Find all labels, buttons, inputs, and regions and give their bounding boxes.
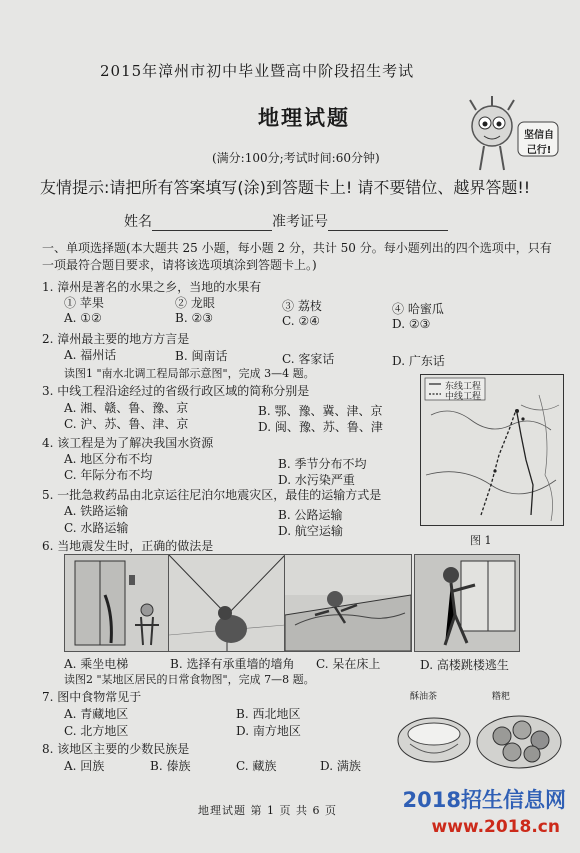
q8-option-b: B. 傣族 — [150, 759, 191, 773]
q3-option-b: B. 鄂、豫、冀、津、京 — [258, 404, 383, 418]
legend-east: 东线工程 — [445, 382, 482, 392]
figure-1-map — [420, 374, 564, 526]
q6-image-d — [414, 554, 520, 652]
q6-option-d: D. 高楼跳楼逃生 — [420, 658, 509, 672]
subject-title: 地理试题 — [258, 105, 350, 130]
read-fig2: 读图2 "某地区居民的日常食物图"，完成 7—8 题。 — [64, 673, 315, 686]
mascot-text: 坚信自己行! — [524, 130, 554, 156]
name-field[interactable] — [152, 216, 272, 231]
q5-stem: 5. 一批急救药品由北京运往尼泊尔地震灾区，最佳的运输方式是 — [42, 488, 382, 502]
q1-item-2: ② 龙眼 — [175, 296, 215, 310]
exam-no-field[interactable] — [328, 216, 448, 231]
q2-option-d: D. 广东话 — [392, 354, 445, 368]
q1-option-c: C. ②④ — [282, 314, 320, 328]
q6-option-b: B. 选择有承重墙的墙角 — [170, 657, 295, 671]
food-label-tsampa: 糌粑 — [492, 692, 511, 702]
figure-1-caption: 图 1 — [470, 534, 492, 547]
q4-option-b: B. 季节分布不均 — [278, 457, 367, 471]
q1-item-3: ③ 荔枝 — [282, 299, 322, 313]
q4-option-d: D. 水污染严重 — [278, 473, 355, 487]
q1-stem: 1. 漳州是著名的水果之乡，当地的水果有 — [42, 280, 262, 294]
elevator-scene-icon — [65, 555, 169, 651]
exam-subtitle: (满分:100分;考试时间:60分钟) — [212, 151, 380, 165]
page-footer: 地理试题 第 1 页 共 6 页 — [198, 804, 337, 817]
q1-option-d: D. ②③ — [392, 317, 431, 331]
food-label-tea: 酥油茶 — [410, 692, 438, 702]
q2-option-c: C. 客家话 — [282, 352, 335, 366]
q6-image-c — [284, 554, 412, 652]
q6-option-a: A. 乘坐电梯 — [64, 657, 129, 671]
q5-option-b: B. 公路运输 — [278, 508, 343, 522]
window-scene-icon — [415, 555, 519, 651]
q5-option-a: A. 铁路运输 — [64, 504, 129, 518]
legend-middle: 中线工程 — [445, 392, 482, 402]
q3-option-a: A. 湘、赣、鲁、豫、京 — [64, 401, 189, 415]
q8-option-d: D. 满族 — [320, 759, 361, 773]
q2-stem: 2. 漳州最主要的地方方言是 — [42, 332, 190, 346]
map-graphic — [421, 375, 563, 525]
exam-no-label: 准考证号 — [272, 214, 328, 230]
exam-title: 2015年漳州市初中毕业暨高中阶段招生考试 — [100, 62, 415, 80]
q2-option-b: B. 闽南话 — [175, 349, 228, 363]
q7-stem: 7. 图中食物常见于 — [42, 690, 142, 704]
mascot-image — [462, 96, 562, 176]
q6-image-b — [168, 554, 286, 652]
watermark-site-name: 2018招生信息网 — [402, 788, 566, 812]
wall-corner-scene-icon — [169, 555, 285, 651]
q2-option-a: A. 福州话 — [64, 348, 117, 362]
watermark-url: www.2018.cn — [431, 817, 560, 837]
bed-scene-icon — [285, 555, 411, 651]
q1-item-1: ① 苹果 — [64, 296, 104, 310]
food-graphic — [394, 700, 564, 772]
q1-item-4: ④ 哈蜜瓜 — [392, 302, 444, 316]
friendly-tip: 友情提示:请把所有答案填写(涂)到答题卡上! 请不要错位、越界答题!! — [40, 178, 531, 197]
q7-option-b: B. 西北地区 — [236, 707, 301, 721]
q6-stem: 6. 当地震发生时，正确的做法是 — [42, 539, 214, 553]
q3-stem: 3. 中线工程沿途经过的省级行政区域的简称分别是 — [42, 384, 310, 398]
section-1-instructions: 一、单项选择题(本大题共 25 小题，每小题 2 分，共计 50 分。每小题列出的四个选项中，只有一项最符合题目要求，请将该选项填涂到答题卡上。) — [42, 241, 552, 272]
name-row — [124, 211, 448, 231]
q4-option-c: C. 年际分布不均 — [64, 468, 153, 482]
q7-option-d: D. 南方地区 — [236, 724, 301, 738]
q3-option-d: D. 闽、豫、苏、鲁、津 — [258, 420, 383, 434]
q1-option-a: A. ①② — [64, 311, 102, 325]
q1-option-b: B. ②③ — [175, 311, 213, 325]
figure-2-food — [394, 700, 564, 772]
q4-stem: 4. 该工程是为了解决我国水资源 — [42, 436, 214, 450]
q6-image-a — [64, 554, 170, 652]
q8-option-a: A. 回族 — [64, 759, 105, 773]
q7-option-c: C. 北方地区 — [64, 724, 129, 738]
q5-option-c: C. 水路运输 — [64, 521, 129, 535]
q8-option-c: C. 藏族 — [236, 759, 277, 773]
q6-option-c: C. 呆在床上 — [316, 657, 381, 671]
name-label: 姓名 — [124, 214, 152, 230]
q4-option-a: A. 地区分布不均 — [64, 452, 153, 466]
q8-stem: 8. 该地区主要的少数民族是 — [42, 742, 190, 756]
q7-option-a: A. 青藏地区 — [64, 707, 129, 721]
q3-option-c: C. 沪、苏、鲁、津、京 — [64, 417, 189, 431]
q5-option-d: D. 航空运输 — [278, 524, 343, 538]
read-fig1: 读图1 "南水北调工程局部示意图"，完成 3—4 题。 — [64, 367, 315, 380]
